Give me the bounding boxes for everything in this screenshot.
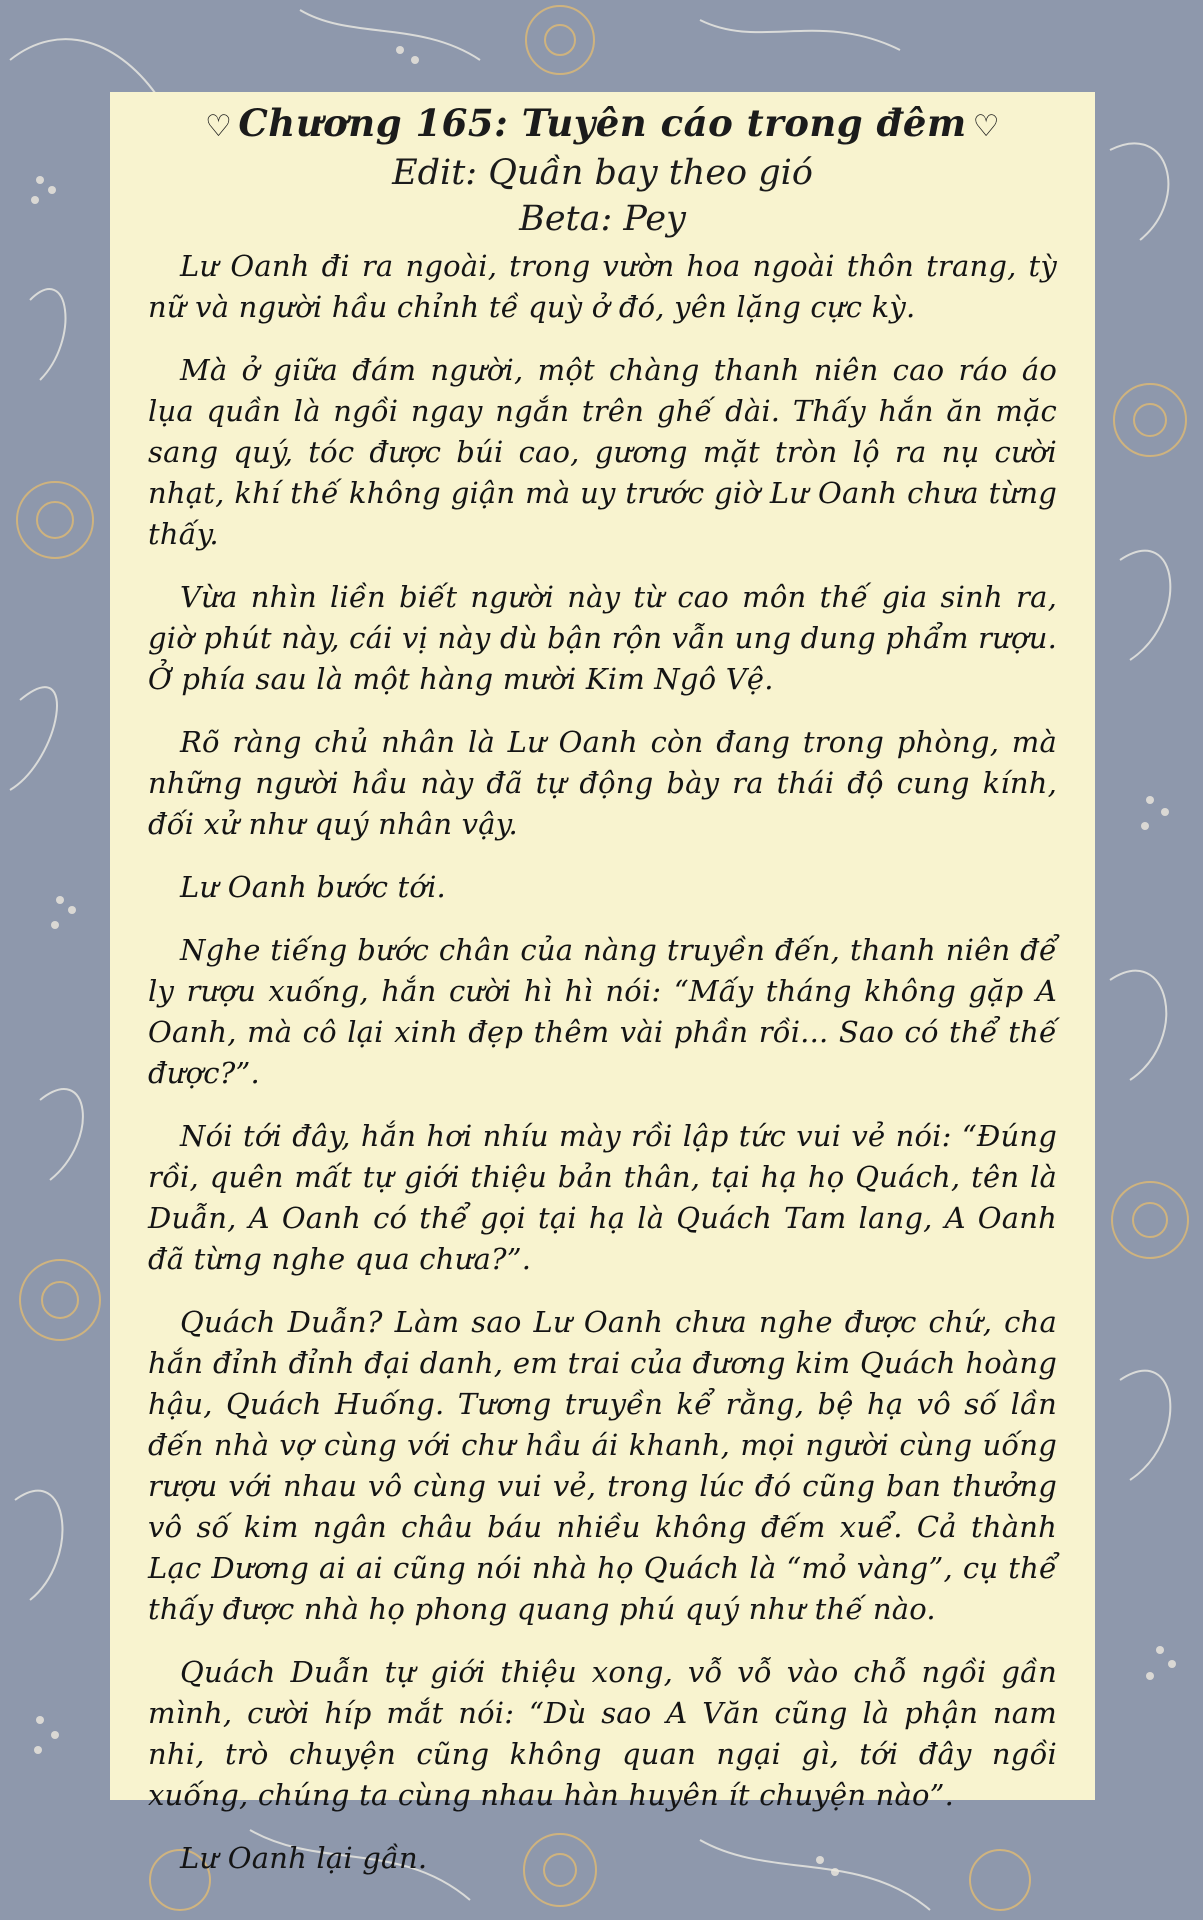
paragraph: Nói tới đây, hắn hơi nhíu mày rồi lập tức vui vẻ nói: “Đúng rồi, quên mất tự giới thiệu bản thân, tại hạ họ Quách, tên là Duẫn, A Oanh có thể gọi tại hạ là Quách Tam lang, A Oanh đã từng nghe qua chưa?”.: [148, 1119, 1057, 1276]
editor-credit: Edit: Quần bay theo gió: [392, 153, 813, 193]
paragraph: Quách Duẫn? Làm sao Lư Oanh chưa nghe được chứ, cha hắn đỉnh đỉnh đại danh, em trai của đương kim Quách hoàng hậu, Quách Huống. Tương truyền kể rằng, bệ hạ vô số lần đến nhà vợ cùng với chư hầu ái khanh, mọi người cùng uống rượu với nhau vô cùng vui vẻ, trong lúc đó cũng ban thưởng vô số kim ngân châu báu nhiều không đếm xuể. Cả thành Lạc Dương ai ai cũng nói nhà họ Quách là “mỏ vàng”, cụ thể thấy được nhà họ phong quang phú quý như thế nào.: [148, 1305, 1057, 1626]
paragraph: Lư Oanh bước tới.: [180, 870, 446, 904]
chapter-header: [148, 100, 1057, 242]
chapter-title: [148, 100, 1057, 150]
paragraph: Lư Oanh đi ra ngoài, trong vườn hoa ngoài thôn trang, tỳ nữ và người hầu chỉnh tề quỳ ở đó, yên lặng cực kỳ.: [148, 249, 1057, 324]
paragraph: Rõ ràng chủ nhân là Lư Oanh còn đang trong phòng, mà những người hầu này đã tự động bày ra thái độ cung kính, đối xử như quý nhân vậy.: [148, 725, 1057, 841]
paragraph: Mà ở giữa đám người, một chàng thanh niên cao ráo áo lụa quần là ngồi ngay ngắn trên ghế dài. Thấy hắn ăn mặc sang quý, tóc được búi cao, gương mặt tròn lộ ra nụ cười nhạt, khí thế không giận mà uy trước giờ Lư Oanh chưa từng thấy.: [148, 353, 1057, 551]
paragraph: Lư Oanh lại gần.: [180, 1841, 428, 1875]
chapter-title-text: Chương 165: Tuyên cáo trong đêm: [238, 101, 967, 145]
paragraph: Quách Duẫn tự giới thiệu xong, vỗ vỗ vào chỗ ngồi gần mình, cười híp mắt nói: “Dù sao A Văn cũng là phận nam nhi, trò chuyện cũng không quan ngại gì, tới đây ngồi xuống, chúng ta cùng nhau hàn huyên ít chuyện nào”.: [148, 1655, 1057, 1812]
paragraph: Nghe tiếng bước chân của nàng truyền đến, thanh niên để ly rượu xuống, hắn cười hì hì nói: “Mấy tháng không gặp A Oanh, mà cô lại xinh đẹp thêm vài phần rồi... Sao có thể thế được?”.: [148, 933, 1057, 1090]
heart-icon: ♡: [972, 109, 1001, 144]
story-page: [110, 92, 1095, 1875]
chapter-body: [148, 246, 1057, 1879]
heart-icon: ♡: [204, 109, 233, 144]
beta-credit: Beta: Pey: [519, 199, 686, 239]
paragraph: Vừa nhìn liền biết người này từ cao môn thế gia sinh ra, giờ phút này, cái vị này dù bận rộn vẫn ung dung phẩm rượu. Ở phía sau là một hàng mười Kim Ngô Vệ.: [148, 580, 1057, 696]
